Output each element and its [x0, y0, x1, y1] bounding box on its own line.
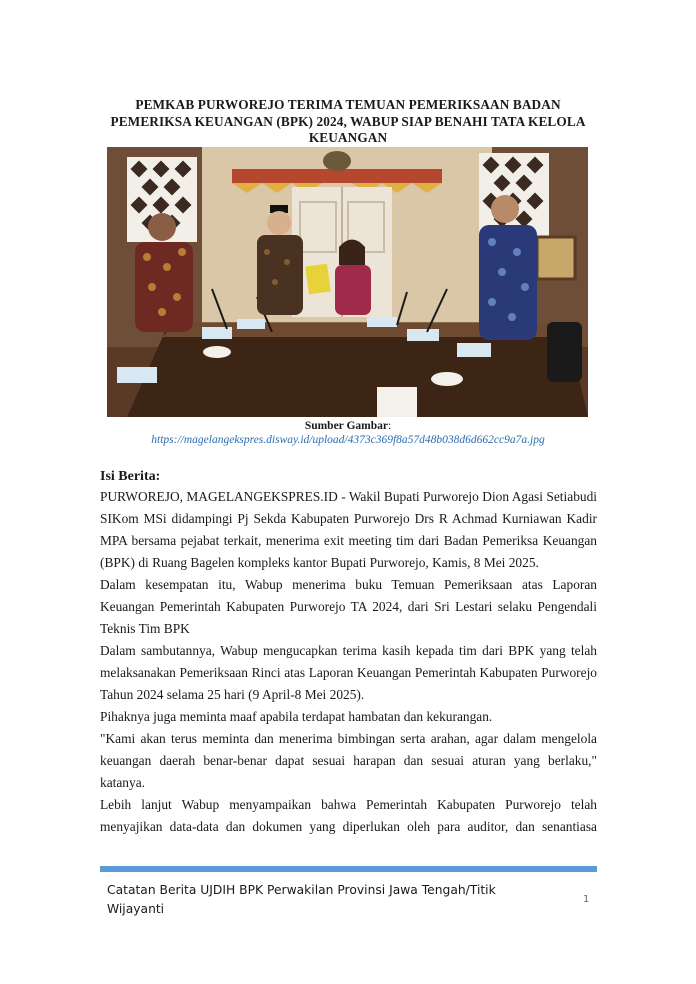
news-photo: [107, 147, 588, 417]
footer-rule: [100, 866, 597, 872]
section-heading: Isi Berita:: [100, 469, 161, 484]
paragraph: PURWOREJO, MAGELANGEKSPRES.ID - Wakil Bupati Purworejo Dion Agasi Setiabudi SIKom MSi didampingi Pj Sekda Kabupaten Purworejo Drs R Achmad Kurniawan Kadir MPA bersama pejabat terkait, menerima exit meeting tim dari Badan Pemeriksa Keuangan (BPK) di Ruang Bagelen kompleks kantor Bupati Purworejo, Kamis, 8 Mei 2025.: [100, 489, 597, 570]
article-title: PEMKAB PURWOREJO TERIMA TEMUAN PEMERIKSAAN BADAN PEMERIKSA KEUANGAN (BPK) 2024, WABUP SIAP BENAHI TATA KELOLA KEUANGAN: [110, 97, 586, 145]
footer-text: Catatan Berita UJDIH BPK Perwakilan Provinsi Jawa Tengah/Titik Wijayanti: [107, 883, 496, 916]
article-body: [100, 486, 597, 838]
paragraph: Dalam kesempatan itu, Wabup menerima buku Temuan Pemeriksaan atas Laporan Keuangan Pemerintah Kabupaten Purworejo TA 2024, dari Sri Lestari selaku Pengendali Teknis Tim BPK: [100, 577, 597, 636]
image-caption: [100, 419, 596, 447]
caption-colon: :: [387, 420, 392, 432]
caption-label: Sumber Gambar: [304, 420, 388, 432]
page-number: 1: [583, 894, 590, 905]
paragraph: Lebih lanjut Wabup menyampaikan bahwa Pemerintah Kabupaten Purworejo telah menyajikan data-data dan dokumen yang diperlukan oleh para auditor, dan senantiasa: [100, 797, 597, 834]
paragraph: Pihaknya juga meminta maaf apabila terdapat hambatan dan kekurangan.: [100, 709, 493, 724]
paragraph: Dalam sambutannya, Wabup mengucapkan terima kasih kepada tim dari BPK yang telah melaksanakan Pemeriksaan Rinci atas Laporan Keuangan Pemerintah Kabupaten Purworejo Tahun 2024 selama 25 hari (9 April-8 Mei 2025).: [100, 643, 597, 702]
image-source-link[interactable]: https://magelangekspres.disway.id/upload/4373c369f8a57d48b038d6d662cc9a7a.jpg: [151, 434, 545, 446]
paragraph: "Kami akan terus meminta dan menerima bimbingan serta arahan, agar dalam mengelola keuangan daerah benar-benar dapat sesuai harapan dan sesuai aturan yang berlaku," katanya.: [100, 731, 597, 790]
